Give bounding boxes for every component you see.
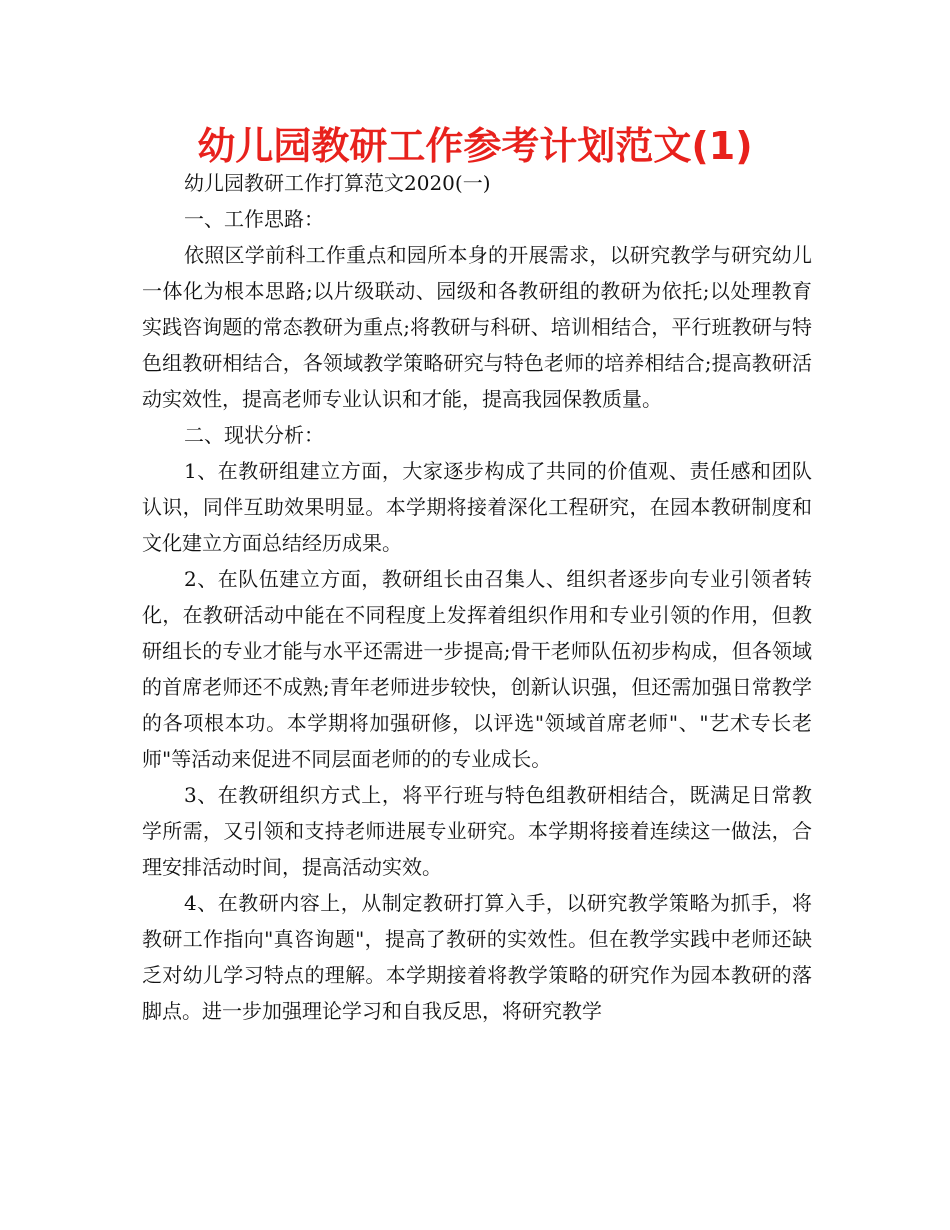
paragraph-point-4: 4、在教研内容上，从制定教研打算入手，以研究教学策略为抓手，将教研工作指向"真咨询题"，提高了教研的实效性。但在教学实践中老师还缺乏对幼儿学习特点的理解。本学期接着将教学策略的研究作为园本教研的落脚点。进一步加强理论学习和自我反思，将研究教学 — [142, 891, 812, 1023]
paragraph-point-3: 3、在教研组织方式上，将平行班与特色组教研相结合，既满足日常教学所需，又引领和支持老师进展专业研究。本学期将接着连续这一做法，合理安排活动时间，提高活动实效。 — [142, 783, 812, 879]
paragraph-subtitle: 幼儿园教研工作打算范文2020(一) — [184, 171, 491, 195]
paragraph-point-2: 2、在队伍建立方面，教研组长由召集人、组织者逐步向专业引领者转化，在教研活动中能在不同程度上发挥着组织作用和专业引领的作用，但教研组长的专业才能与水平还需进一步提高;骨干老师队伍初步构成，但各领域的首席老师还不成熟;青年老师进步较快，创新认识强，但还需加强日常教学的各项根本功。本学期将加强研修，以评选"领域首席老师"、"艺术专长老师"等活动来促进不同层面老师的的专业成长。 — [142, 567, 812, 771]
document-body — [142, 165, 812, 1029]
heading-status-analysis: 二、现状分析： — [184, 423, 324, 447]
heading-work-ideas: 一、工作思路： — [184, 207, 324, 231]
document-title: 幼儿园教研工作参考计划范文(1) — [197, 124, 753, 168]
paragraph-work-ideas: 依照区学前科工作重点和园所本身的开展需求，以研究教学与研究幼儿一体化为根本思路;以片级联动、园级和各教研组的教研为依托;以处理教育实践咨询题的常态教研为重点;将教研与科研、培训相结合，平行班教研与特色组教研相结合，各领域教学策略研究与特色老师的培养相结合;提高教研活动实效性，提高老师专业认识和才能，提高我园保教质量。 — [142, 243, 812, 411]
paragraph-point-1: 1、在教研组建立方面，大家逐步构成了共同的价值观、责任感和团队认识，同伴互助效果明显。本学期将接着深化工程研究，在园本教研制度和文化建立方面总结经历成果。 — [142, 459, 812, 555]
